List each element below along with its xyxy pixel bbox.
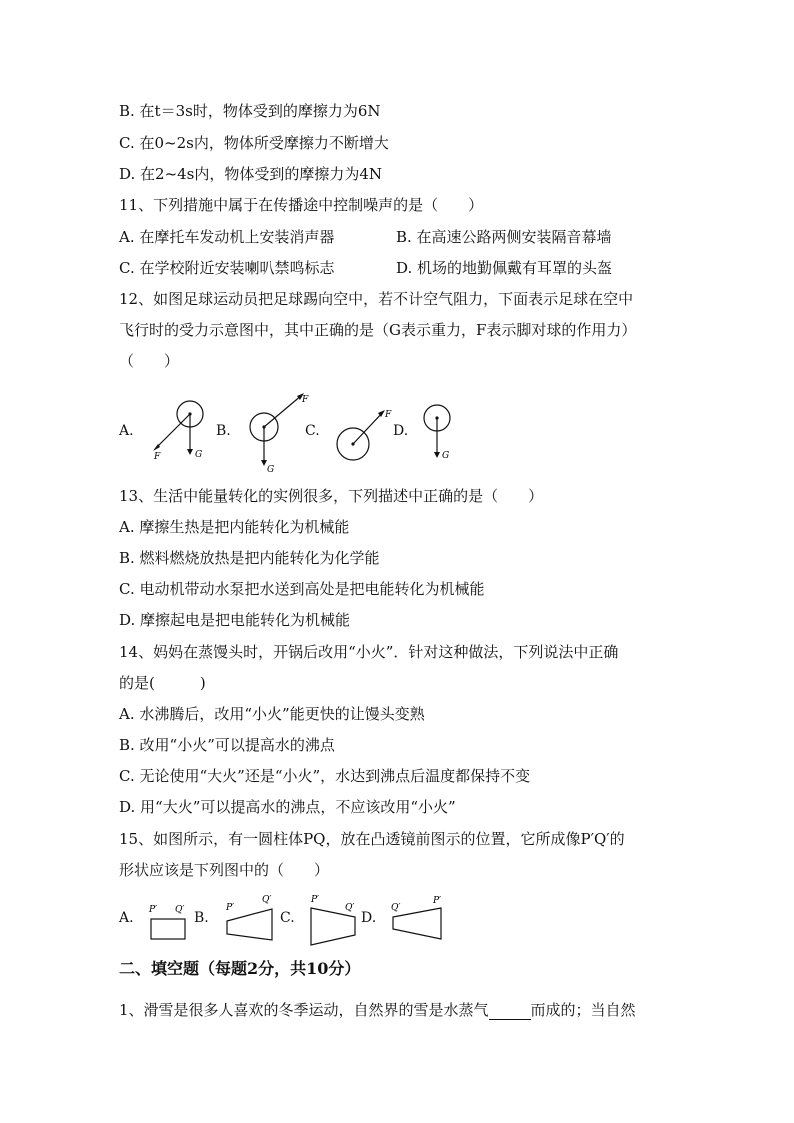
q15-figure-a	[148, 900, 193, 945]
q12-label-c: C.	[305, 423, 320, 439]
q12-label-d: D.	[393, 423, 409, 439]
q11-option-b: B. 在高速公路两侧安装隔音幕墙	[396, 228, 612, 246]
q12-a-force-g: G	[195, 450, 203, 460]
q15-c-p: P′	[311, 895, 320, 905]
q12-stem-line2: 飞行时的受力示意图中，其中正确的是（G表示重力，F表示脚对球的作用力）	[119, 321, 637, 339]
q15-b-q: Q′	[262, 895, 272, 905]
q15-b-p: P′	[226, 903, 235, 913]
q14-option-b: B. 改用“小火”可以提高水的沸点	[119, 736, 335, 754]
q15-label-c: C.	[280, 910, 295, 926]
q15-figure-d	[389, 894, 449, 946]
q15-a-p: P′	[149, 905, 158, 915]
q14-stem-line1: 14、妈妈在蒸馒头时，开锅后改用“小火”．针对这种做法，下列说法中正确	[119, 643, 619, 661]
q15-c-q: Q′	[345, 903, 355, 913]
q10-option-c: C. 在0~2s内，物体所受摩擦力不断增大	[119, 134, 389, 152]
q12-c-force-f: F	[385, 410, 392, 420]
q14-option-d: D. 用“大火”可以提高水的沸点，不应该改用“小火”	[119, 798, 456, 816]
q14-option-c: C. 无论使用“大火”还是“小火”，水达到沸点后温度都保持不变	[119, 767, 531, 785]
q13-option-c: C. 电动机带动水泵把水送到高处是把电能转化为机械能	[119, 580, 485, 598]
q13-option-b: B. 燃料燃烧放热是把内能转化为化学能	[119, 549, 380, 567]
fill-q1-blank[interactable]	[489, 1004, 531, 1020]
q15-figure-b	[222, 894, 282, 944]
fill-q1-text-after: 而成的；当自然	[530, 1001, 636, 1019]
q12-label-b: B.	[216, 423, 231, 439]
q12-stem-line3: （ ）	[119, 352, 180, 370]
q15-label-d: D.	[361, 910, 377, 926]
q12-figure-c	[325, 400, 405, 470]
q12-stem-line1: 12、如图足球运动员把足球踢向空中，若不计空气阻力，下面表示足球在空中	[119, 290, 634, 308]
q15-d-q: Q′	[391, 903, 401, 913]
q11-option-d: D. 机场的地勤佩戴有耳罩的头盔	[396, 259, 613, 277]
q11-stem: 11、下列措施中属于在传播途中控制噪声的是（ ）	[119, 196, 484, 214]
q11-option-c: C. 在学校附近安装喇叭禁鸣标志	[119, 259, 335, 277]
q15-d-p: P′	[433, 896, 442, 906]
q13-option-a: A. 摩擦生热是把内能转化为机械能	[119, 518, 350, 536]
section-heading: 二、填空题（每题2分，共10分）	[119, 959, 361, 978]
q15-stem-line2: 形状应该是下列图中的（ ）	[119, 861, 330, 879]
q10-option-b: B. 在t＝3s时，物体受到的摩擦力为6N	[119, 102, 381, 120]
q15-label-b: B.	[194, 910, 209, 926]
q14-stem-line2: 的是( )	[119, 674, 206, 692]
q14-option-a: A. 水沸腾后，改用“小火”能更快的让馒头变熟	[119, 705, 425, 723]
q12-b-force-g: G	[267, 465, 275, 475]
q12-figure-d	[415, 398, 475, 468]
q15-figure-c	[307, 893, 367, 945]
q10-option-d: D. 在2~4s内，物体受到的摩擦力为4N	[119, 165, 383, 183]
q12-a-force-f: F	[154, 452, 161, 462]
q15-stem-line1: 15、如图所示，有一圆柱体PQ，放在凸透镜前图示的位置，它所成像P′Q′的	[119, 830, 625, 848]
q12-figure-a	[140, 392, 220, 472]
q15-label-a: A.	[119, 910, 134, 926]
q12-figure-b	[236, 390, 316, 475]
fill-q1-text-before: 1、滑雪是很多人喜欢的冬季运动，自然界的雪是水蒸气	[119, 1001, 489, 1019]
q12-d-force-g: G	[442, 451, 450, 461]
q13-option-d: D. 摩擦起电是把电能转化为机械能	[119, 611, 351, 629]
q12-label-a: A.	[119, 423, 134, 439]
q11-option-a: A. 在摩托车发动机上安装消声器	[119, 228, 335, 246]
q12-b-force-f: F	[302, 395, 309, 405]
fill-q1	[119, 1000, 636, 1020]
q15-a-q: Q′	[175, 905, 185, 915]
q13-stem: 13、生活中能量转化的实例很多，下列描述中正确的是（ ）	[119, 487, 544, 505]
